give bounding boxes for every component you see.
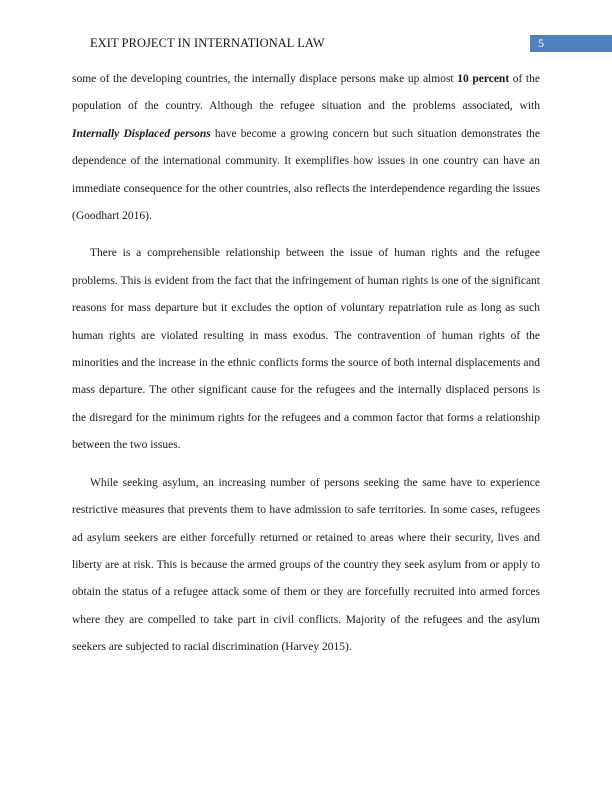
emphasis-internally-displaced-persons: Internally Displaced persons [72, 127, 211, 140]
paragraph-3: While seeking asylum, an increasing number of persons seeking the same have to experience restrictive measures that prevents them to have admission to safe territories. In some cases, refugees ad asylum seekers are either forcefully returned or retained to areas where their security, lives and liberty are at risk. This is because the armed groups of the country they seek asylum from or apply to obtain the status of a refugee attack some of them or they are forcefully recruited into armed forces where they are compelled to take part in civil conflicts. Majority of the refugees and the asylum seekers are subjected to racial discrimination (Harvey 2015). [72, 476, 540, 654]
page-header [0, 34, 612, 52]
emphasis-ten-percent: 10 percent [457, 73, 510, 85]
running-head-title: EXIT PROJECT IN INTERNATIONAL LAW [90, 36, 325, 50]
paragraph-1-text-a: some of the developing countries, the internally displace persons make up almost [72, 73, 458, 85]
page-number: 5 [538, 36, 544, 50]
paragraph-2: There is a comprehensible relationship between the issue of human rights and the refugee problems. This is evident from the fact that the infringement of human rights is one of the significant reasons for mass departure but it excludes the option of voluntary repatriation rule as long as such human rights are violated resulting in mass exodus. The contravention of human rights of the minorities and the increase in the ethnic conflicts forms the source of both internal displacements and mass departure. The other significant cause for the refugees and the internally displaced persons is the disregard for the minimum rights for the refugees and a common factor that forms a relationship between the two issues. [72, 247, 540, 452]
page-number-badge [530, 35, 612, 52]
paragraph-1 [72, 66, 540, 230]
paragraph-1-text-b: of the population of the country. Although the refugee situation and the problems associated, with [72, 73, 540, 113]
paragraph-1-text-c: have become a growing concern but such situation demonstrates the dependence of the international community. It exemplifies how issues in one country can have an immediate consequence for the other countries, also reflects the interdependence regarding the issues (Goodhart 2016). [72, 127, 540, 223]
document-body [72, 66, 540, 672]
